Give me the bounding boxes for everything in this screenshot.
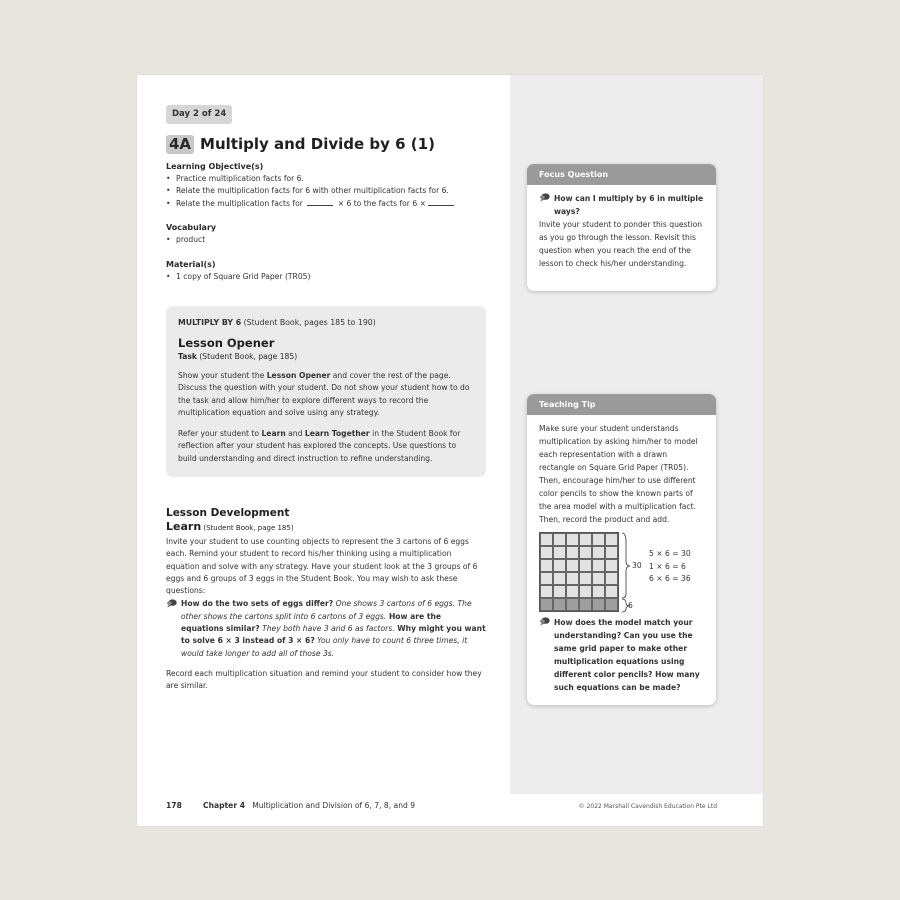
area-model (539, 532, 704, 616)
blank-line (428, 199, 454, 206)
lesson-title (166, 135, 435, 154)
text: Refer your student to (178, 429, 262, 439)
lesson-title-text: Multiply and Divide by 6 (1) (200, 135, 435, 153)
answer: One shows 3 cartons of 6 eggs. The other shows the cartons split into 6 cartons of 3 eggs. (181, 599, 472, 621)
grid-cell (605, 533, 618, 546)
objectives-label: Learning Objective(s) (166, 162, 264, 171)
text: and (285, 429, 305, 439)
grid-cell (579, 585, 592, 598)
grid-cell (553, 559, 566, 572)
objective-text-b: × 6 to the facts for 6 × (337, 198, 426, 208)
learn-ref: (Student Book, page 185) (201, 524, 294, 532)
discussion-questions (166, 598, 486, 659)
grid-cell (553, 533, 566, 546)
page-number-text: 178 (166, 801, 182, 810)
grid-cell (579, 598, 592, 611)
fact: 5 × 6 = 30 (649, 549, 691, 558)
teaching-tip-card (527, 394, 716, 705)
focus-question-card (527, 164, 716, 291)
closing-paragraph: Record each multiplication situation and remind your student to consider how they are similar. (166, 668, 482, 691)
day-badge: Day 2 of 24 (166, 105, 232, 124)
grid-cell (566, 572, 579, 585)
question: How do the two sets of eggs differ? (181, 599, 334, 609)
grid-cell (566, 533, 579, 546)
grid-cell (540, 559, 553, 572)
question: How are the equations similar? (181, 611, 442, 634)
text: and cover the rest of the page. Discuss the question with your student. Do not show your student how to do the task and allow him/her to explore different ways to record the multiplication equation and solve using any strategy. (178, 371, 470, 417)
grid-cell (592, 585, 605, 598)
development-paragraph: Invite your student to use counting objects to represent the 3 cartons of 6 eggs each. Remind your student to record his/her thinking using a multiplication equation and solve with any strategy. Have your student look at the 3 groups of 6 eggs and 6 groups of 3 eggs in the Student Book. You may wish to ask these questions: (166, 537, 478, 596)
task-ref: (Student Book, page 185) (196, 352, 298, 361)
grid-cell (579, 533, 592, 546)
section-heading-ref: (Student Book, pages 185 to 190) (241, 318, 376, 327)
grid-cell (605, 585, 618, 598)
grid-cell (566, 559, 579, 572)
objective-text-a: Relate the multiplication facts for (176, 198, 303, 208)
grid-cell (592, 559, 605, 572)
chapter-label: Chapter 4 (203, 801, 245, 810)
vocabulary-label: Vocabulary (166, 223, 217, 232)
question: Why might you want to solve 6 × 3 instead of 3 × 6? (181, 624, 486, 646)
list-item (166, 198, 456, 210)
grid-cell (553, 585, 566, 598)
grid-cell (579, 559, 592, 572)
grid-cell (605, 572, 618, 585)
page-number (166, 801, 182, 810)
grid-cell (553, 598, 566, 611)
grid-cell (553, 546, 566, 559)
section-heading (178, 318, 474, 327)
grid-cell (605, 598, 618, 611)
grid-cell (540, 546, 553, 559)
tip-question (539, 616, 704, 694)
focus-question-text: How can I multiply by 6 in multiple ways? (554, 194, 704, 216)
speech-bubble-icon (166, 599, 177, 608)
card-header: Focus Question (527, 164, 716, 185)
list-item: • product (166, 234, 205, 246)
materials-list (166, 271, 310, 283)
text-bold: Lesson Opener (266, 371, 331, 380)
area-model-grid (539, 532, 619, 612)
grid-cell (540, 585, 553, 598)
opener-heading: Lesson Opener (178, 336, 275, 350)
fact-list (649, 548, 691, 586)
fact: 6 × 6 = 36 (649, 574, 691, 583)
speech-bubble-icon (539, 617, 550, 626)
card-body (527, 185, 716, 270)
lesson-development (166, 507, 486, 693)
chapter-title: Multiplication and Division of 6, 7, 8, and 9 (252, 801, 416, 810)
grid-cell (566, 585, 579, 598)
grid-cell (592, 572, 605, 585)
focus-body: Invite your student to ponder this question as you go through the lesson. Revisit this question when you reach the end of the lesson to check his/her understanding. (539, 220, 703, 268)
section-heading-bold: MULTIPLY BY 6 (178, 318, 242, 327)
answer: You only have to count 6 three times, it would take longer to add all of those 3s. (181, 636, 468, 658)
grid-cell (605, 559, 618, 572)
chapter-footer (203, 801, 415, 810)
tip-question-text: How does the model match your understanding? Can you use the same grid paper to make other multiplication equations using different color pencils? How many such equations can be made? (554, 618, 700, 692)
grid-cell (579, 572, 592, 585)
opener-paragraph-1 (178, 370, 474, 419)
task-line (178, 352, 474, 361)
learn-heading (166, 520, 486, 533)
task-label: Task (178, 352, 197, 361)
tip-body: Make sure your student understands multiplication by asking him/her to model each representation with a drawn rectangle on Square Grid Paper (TR05). Then, encourage him/her to use different color pencils to show the known parts of the area model with a multiplication fact. Then, record the product and add. (539, 424, 698, 524)
grid-cell (566, 546, 579, 559)
list-item: • Practice multiplication facts for 6. (166, 173, 456, 185)
brace-label-bottom: 6 (628, 601, 633, 610)
fact: 1 × 6 = 6 (649, 561, 686, 571)
grid-cell (540, 533, 553, 546)
grid-cell (540, 572, 553, 585)
grid-cell (566, 598, 579, 611)
lesson-opener-box (166, 306, 486, 477)
copyright: © 2022 Marshall Cavendish Education Pte Ltd (578, 803, 717, 810)
learn-label: Learn (166, 520, 202, 533)
list-item: • Relate the multiplication facts for 6 with other multiplication facts for 6. (166, 185, 456, 197)
text: Show your student the (178, 371, 267, 380)
list-item: • 1 copy of Square Grid Paper (TR05) (166, 271, 310, 283)
development-heading: Lesson Development (166, 507, 290, 519)
vocabulary-list (166, 234, 205, 246)
materials-label: Material(s) (166, 260, 216, 269)
grid-cell (540, 598, 553, 611)
grid-cell (579, 546, 592, 559)
objectives-list (166, 173, 456, 210)
text-bold: Learn Together (304, 429, 370, 439)
focus-question (539, 192, 704, 218)
text: in the Student Book for reflection after your student has explored the concepts. Use questions to build understanding and direct instruction to refine understanding. (178, 429, 461, 463)
brace-label-top: 30 (632, 561, 642, 570)
answer: They both have 3 and 6 as factors. (259, 624, 395, 634)
grid-cell (605, 546, 618, 559)
speech-bubble-icon (539, 193, 550, 202)
grid-cell (592, 546, 605, 559)
card-body (527, 415, 716, 694)
blank-line (307, 199, 333, 206)
grid-cell (553, 572, 566, 585)
text-bold: Learn (261, 429, 286, 439)
opener-paragraph-2 (178, 428, 474, 465)
card-header: Teaching Tip (527, 394, 716, 415)
workbook-page (137, 75, 763, 826)
grid-cell (592, 533, 605, 546)
grid-cell (592, 598, 605, 611)
lesson-code: 4A (166, 135, 194, 154)
